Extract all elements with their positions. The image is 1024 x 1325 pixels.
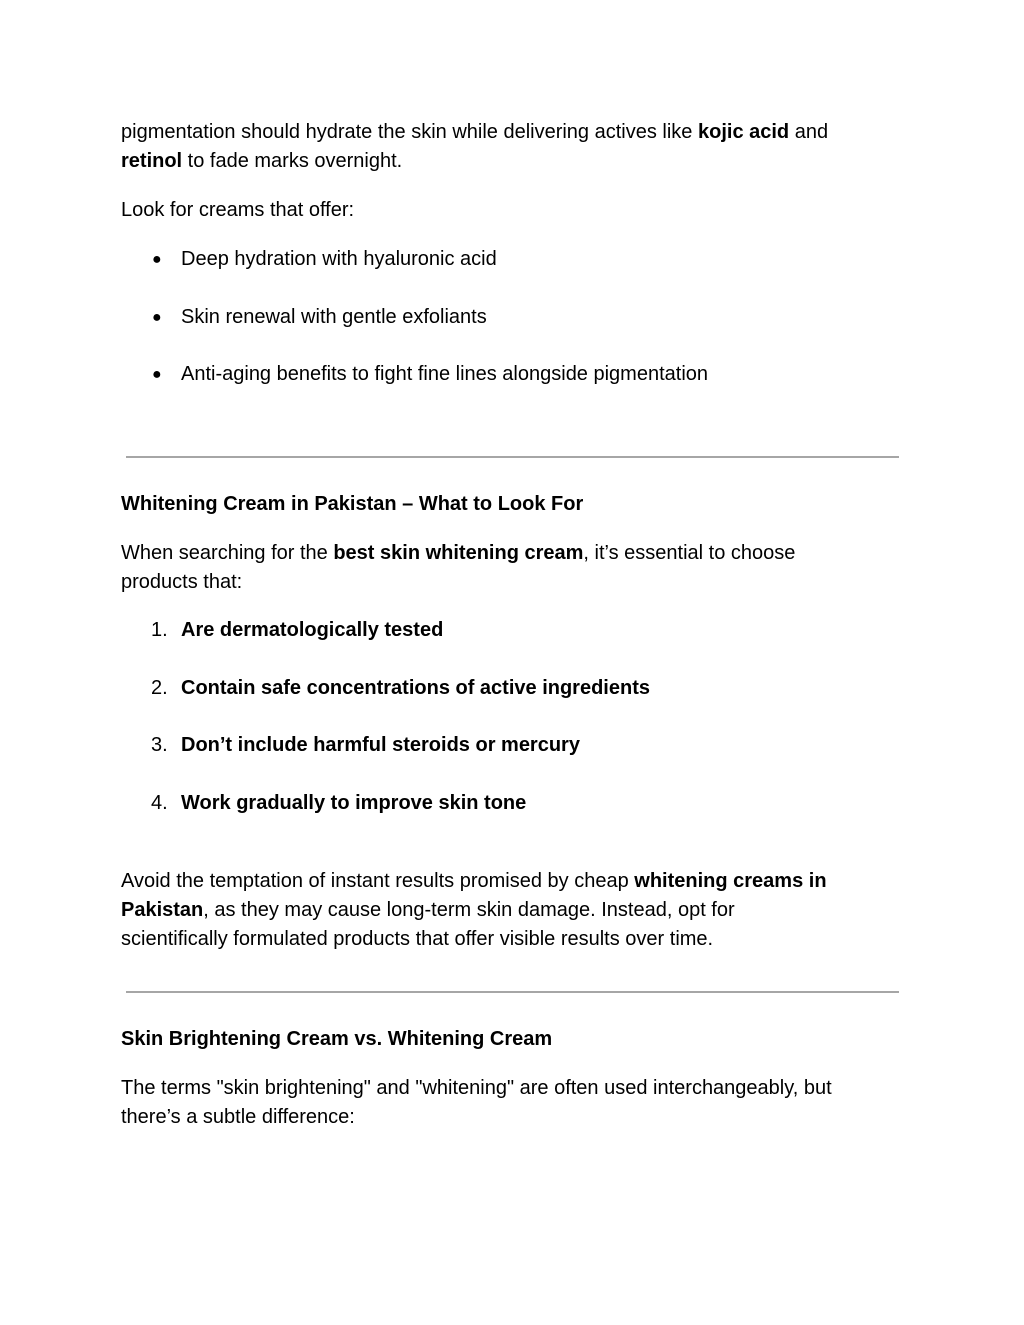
intro-text-end: to fade marks overnight. [182, 150, 403, 172]
numbered-item-text: Are dermatologically tested [181, 619, 444, 641]
section2-paragraph [121, 1074, 911, 1132]
avoid-line-2 [121, 896, 911, 925]
numbered-item-text: Don’t include harmful steroids or mercury [181, 734, 580, 756]
item-number: 1. [151, 619, 168, 641]
bold-phrase: Pakistan [121, 899, 204, 921]
avoid-text: Avoid the temptation of instant results promised by cheap [121, 870, 635, 892]
section-heading: Skin Brightening Cream vs. Whitening Cream [121, 1028, 553, 1050]
section1-intro-line-1 [121, 539, 911, 568]
numbered-item-text: Work gradually to improve skin tone [181, 792, 527, 814]
list-item-text: Skin renewal with gentle exfoliants [181, 306, 487, 328]
list-item-text: Deep hydration with hyaluronic acid [181, 248, 497, 270]
item-number: 2. [151, 677, 168, 699]
bullet-icon: ● [152, 251, 162, 268]
numbered-item-text: Contain safe concentrations of active ingredients [181, 677, 650, 699]
horizontal-divider [126, 991, 899, 993]
section1-intro [121, 539, 911, 597]
intro-text: pigmentation should hydrate the skin while delivering actives like [121, 121, 698, 143]
bold-phrase: whitening creams in [634, 870, 827, 892]
section-heading: Whitening Cream in Pakistan – What to Look For [121, 493, 584, 515]
intro-line-1 [121, 118, 911, 147]
bullet-icon: ● [152, 366, 162, 383]
item-number: 4. [151, 792, 168, 814]
avoid-paragraph [121, 867, 911, 954]
section2-line-2: there’s a subtle difference: [121, 1106, 355, 1128]
intro-text-and: and [789, 121, 829, 143]
list-item-text: Anti-aging benefits to fight fine lines alongside pigmentation [181, 363, 709, 385]
avoid-text: , as they may cause long-term skin damage. Instead, opt for [203, 899, 735, 921]
intro-paragraph [121, 118, 911, 176]
section1-intro-line-2: products that: [121, 571, 243, 593]
intro-line-2 [121, 147, 911, 176]
bullet-icon: ● [152, 309, 162, 326]
horizontal-divider [126, 456, 899, 458]
look-for-text: Look for creams that offer: [121, 199, 355, 221]
item-number: 3. [151, 734, 168, 756]
avoid-line-1 [121, 867, 911, 896]
bold-phrase: best skin whitening cream [333, 542, 584, 564]
retinol-bold: retinol [121, 150, 183, 172]
kojic-acid-bold: kojic acid [697, 121, 790, 143]
section2-line-1: The terms "skin brightening" and "whitening" are often used interchangeably, but [121, 1077, 832, 1099]
intro-text: When searching for the [121, 542, 334, 564]
intro-text: , it’s essential to choose [583, 542, 796, 564]
avoid-line-3: scientifically formulated products that offer visible results over time. [121, 928, 714, 950]
